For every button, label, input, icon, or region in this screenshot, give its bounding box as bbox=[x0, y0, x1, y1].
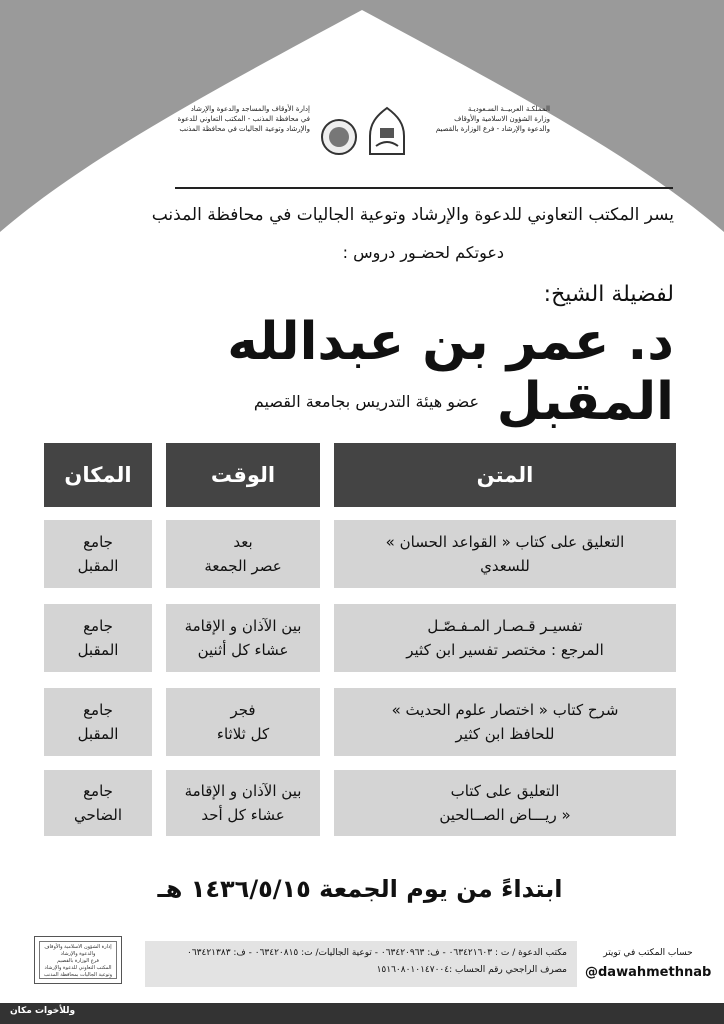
contact-box bbox=[145, 941, 577, 987]
twitter-label: حساب المكتب في تويتر bbox=[603, 948, 693, 958]
row-2-time-line: بين الآذان و الإقامة bbox=[184, 617, 302, 635]
row-2-text bbox=[334, 604, 676, 672]
row-3-time-line: كل ثلاثاء bbox=[216, 725, 270, 743]
row-2-text-line: المرجع : مختصر تفسير ابن كثير bbox=[406, 641, 604, 659]
start-date: ابتداءً من يوم الجمعة ١٤٣٦/٥/١٥ هـ bbox=[157, 875, 563, 903]
ministry-line: وزارة الشؤون الاسلامية والأوقاف bbox=[454, 115, 550, 123]
row-2-place bbox=[44, 604, 152, 672]
ministry-line: والدعوة والإرشاد - فرع الوزارة بالقصيم bbox=[435, 125, 550, 133]
row-1-place-line: جامع bbox=[83, 533, 113, 551]
office-logo-icon bbox=[320, 118, 358, 156]
office-line: والإرشاد وتوعية الجاليات في محافظة المذنب bbox=[179, 125, 310, 133]
row-1-place bbox=[44, 520, 152, 588]
ministry-line: المملكـة العربيــة السـعوديـة bbox=[467, 105, 550, 113]
row-3-time-line: فجر bbox=[230, 701, 256, 719]
row-4-place-line: جامع bbox=[83, 782, 113, 800]
row-3-place bbox=[44, 688, 152, 756]
office-line: إدارة الأوقاف والمساجد والدعوة والإرشاد bbox=[190, 105, 310, 113]
row-4-place bbox=[44, 770, 152, 836]
header-text-column: المتن bbox=[334, 443, 676, 507]
intro-text: يسر المكتب التعاوني للدعوة والإرشاد وتوعية الجاليات في محافظة المذنب bbox=[151, 205, 674, 225]
bank-account: مصرف الراجحي رقم الحساب :١٥١٦٠٨٠١٠١٤٧٠٠٤ bbox=[376, 965, 567, 975]
row-4-place-line: الضاحي bbox=[73, 806, 123, 824]
row-4-time-line: عشاء كل أحد bbox=[201, 806, 285, 824]
office-line: في محافظة المذنب - المكتب التعاوني للدعوة bbox=[177, 115, 310, 123]
row-4-text-line: التعليق على كتاب bbox=[450, 782, 560, 800]
row-3-text bbox=[334, 688, 676, 756]
invitation-text: دعوتكم لحضـور دروس : bbox=[342, 243, 504, 262]
row-2-place-line: جامع bbox=[83, 617, 113, 635]
stamp-line: إدارة الشؤون الاسلامية والأوقاف والدعوة والإرشاد bbox=[44, 944, 112, 957]
row-1-place-line: المقبل bbox=[77, 557, 119, 575]
row-3-time bbox=[166, 688, 320, 756]
header-time-column: الوقت bbox=[166, 443, 320, 507]
ministry-text bbox=[420, 104, 550, 134]
twitter-handle[interactable]: @dawahmethnab bbox=[585, 965, 712, 980]
header-place-column: المكان bbox=[44, 443, 152, 507]
speaker-label: لفضيلة الشيخ: bbox=[543, 282, 674, 307]
row-2-place-line: المقبل bbox=[77, 641, 119, 659]
row-1-time-line: بعد bbox=[233, 533, 253, 551]
row-3-text-line: شرح كتاب « اختصار علوم الحديث » bbox=[391, 701, 619, 719]
row-2-time bbox=[166, 604, 320, 672]
footer-text: وللأخوات مكان bbox=[10, 1006, 76, 1016]
row-2-text-line: تفسيـر قـصـار المـفـصّـل bbox=[427, 617, 583, 635]
header-divider bbox=[175, 187, 673, 189]
footer-bar bbox=[0, 1003, 724, 1024]
stamp bbox=[34, 936, 122, 984]
row-1-text-line: للسعدي bbox=[480, 557, 530, 575]
row-1-text bbox=[334, 520, 676, 588]
row-1-text-line: التعليق على كتاب « القواعد الحسان » bbox=[385, 533, 625, 551]
arch-background bbox=[0, 0, 724, 240]
row-2-time-line: عشاء كل أثنين bbox=[197, 641, 289, 659]
row-3-place-line: المقبل bbox=[77, 725, 119, 743]
stamp-line: المكتب التعاوني للدعوة والإرشاد وتوعية الجاليات بمحافظة المذنب bbox=[43, 965, 113, 978]
stamp-line: فرع الوزارة بالقصيم bbox=[57, 958, 99, 964]
row-4-text-line: « ريـــاض الصــالحين bbox=[439, 806, 571, 824]
row-4-text bbox=[334, 770, 676, 836]
contact-phones: مكتب الدعوة / ت : ٠٦٣٤٢١٦٠٣ - ف: ٠٦٣٤٢٠٩٦٣ - توعية الجاليات/ ت: ٠٦٣٤٢٠٨١٥ - ف: ٠٦٣٤٢١٣٨٣ bbox=[187, 948, 567, 958]
row-4-time-line: بين الآذان و الإقامة bbox=[184, 782, 302, 800]
ministry-logo-icon bbox=[366, 106, 408, 158]
speaker-name: د. عمر بن عبدالله المقبل bbox=[227, 312, 674, 432]
office-text bbox=[170, 104, 310, 134]
speaker-role: عضو هيئة التدريس بجامعة القصيم bbox=[253, 392, 479, 411]
row-4-time bbox=[166, 770, 320, 836]
row-1-time bbox=[166, 520, 320, 588]
row-3-place-line: جامع bbox=[83, 701, 113, 719]
row-1-time-line: عصر الجمعة bbox=[204, 557, 282, 575]
row-3-text-line: للحافظ ابن كثير bbox=[455, 725, 555, 743]
